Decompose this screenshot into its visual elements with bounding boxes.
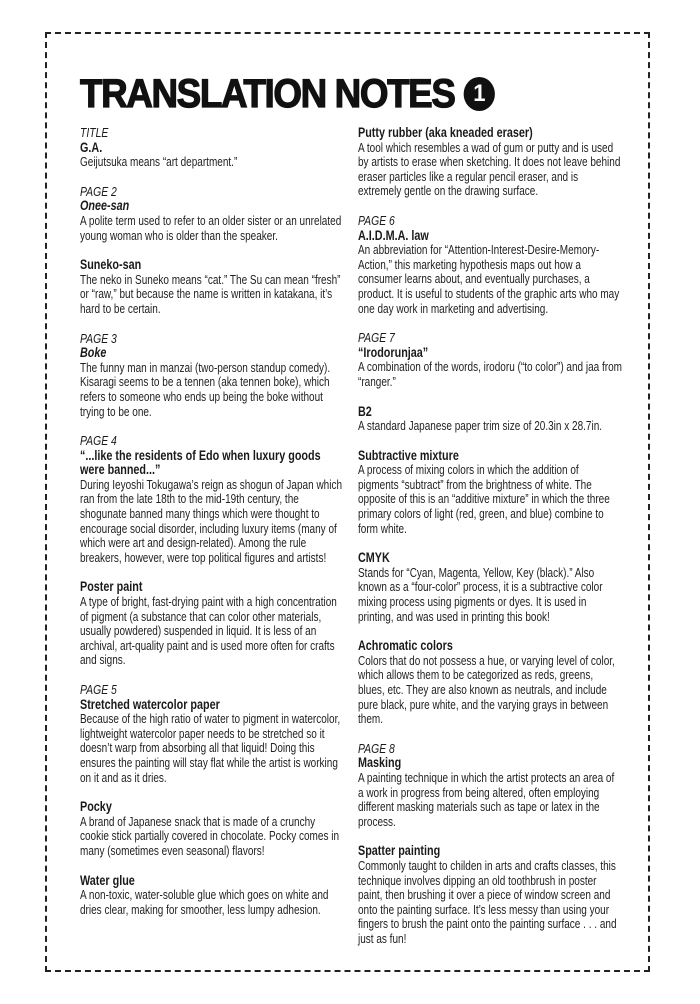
- note-term: Pocky: [80, 799, 112, 815]
- note-entry: [80, 434, 344, 565]
- note-term: Masking: [358, 755, 402, 771]
- note-body: A type of bright, fast-drying paint with a high concentration of pigment (a substance that can color other materials, usually powdered) suspended in liquid. It is less of an archival, art-quality paint and is used more often for crafts and signs.: [80, 595, 337, 668]
- note-body: A standard Japanese paper trim size of 20.3in x 28.7in.: [358, 419, 603, 434]
- note-body: Geijutsuka means “art department.”: [80, 155, 238, 170]
- note-body: A painting technique in which the artist protects an area of a work in progress from being altered, often employing different masking materials such as tape or latex in the process.: [358, 770, 615, 829]
- note-term: Suneko-san: [80, 257, 142, 273]
- note-body: Commonly taught to childen in arts and crafts classes, this technique involves dipping an old toothbrush in poster paint, then brushing it over a piece of window screen and onto the painting surface. It’s less messy than using your fingers to brush the paint onto the painting surface . . . and just as fun!: [358, 858, 617, 946]
- note-body: Because of the high ratio of water to pigment in watercolor, lightweight watercolor paper needs to be stretched so it doesn’t warp from absorbing all that liquid! Doing this ensures the painting will stay flat while the artist is working on it and as it dries.: [80, 712, 341, 785]
- note-body: An abbreviation for “Attention-Interest-Desire-Memory-Action,” this marketing hypothesis maps out how a consumer learns about, and eventually purchases, a product. It is useful to students of the graphic arts who may one day work in marketing and advertising.: [358, 243, 620, 316]
- note-entry: [80, 580, 344, 668]
- note-entry: [80, 800, 344, 858]
- note-entry: [80, 126, 344, 170]
- note-entry: [358, 742, 622, 830]
- note-entry: [358, 551, 622, 624]
- note-term: CMYK: [358, 550, 390, 566]
- page-label: PAGE 8: [358, 740, 395, 756]
- note-term: Boke: [80, 345, 107, 361]
- note-body: A process of mixing colors in which the addition of pigments “subtract” from the brightness of white. The opposite of this is an “additive mixture” in which the three primary colors of light (red, green, and blue) combine to form white.: [358, 463, 610, 536]
- note-term: A.I.D.M.A. law: [358, 227, 429, 243]
- page-label: PAGE 2: [80, 183, 117, 199]
- note-term: Poster paint: [80, 579, 143, 595]
- note-term: B2: [358, 403, 372, 419]
- note-entry: [80, 332, 344, 420]
- note-body: A brand of Japanese snack that is made of a crunchy cookie stick partially covered in chocolate. Pocky comes in many (sometimes even seasonal) flavors!: [80, 814, 340, 858]
- page-label: PAGE 4: [80, 433, 117, 449]
- note-term: Onee-san: [80, 198, 130, 214]
- note-term: “...like the residents of Edo when luxury goods were banned...”: [80, 447, 321, 478]
- note-entry: [358, 214, 622, 316]
- page-label: PAGE 6: [358, 212, 395, 228]
- note-entry: [358, 639, 622, 727]
- note-body: The neko in Suneko means “cat.” The Su can mean “fresh” or “raw,” but because the name is written in katakana, it’s hard to be certain.: [80, 272, 341, 316]
- note-body: A tool which resembles a wad of gum or putty and is used by artists to erase when sketching. It does not leave behind eraser particles like a regular pencil eraser, and is extremely gentle on the drawing surface.: [358, 140, 621, 199]
- right-column: [358, 126, 622, 962]
- note-entry: [80, 258, 344, 316]
- note-entry: [358, 126, 622, 199]
- note-body: The funny man in manzai (two-person standup comedy). Kisaragi seems to be a tennen (aka tennen boke), which refers to someone who ends up being the boke without trying to be one.: [80, 360, 331, 419]
- note-term: Stretched watercolor paper: [80, 696, 220, 712]
- note-entry: [358, 844, 622, 946]
- page-label: PAGE 3: [80, 330, 117, 346]
- note-body: A non-toxic, water-soluble glue which goes on white and dries clear, making for smoother, less lumpy adhesion.: [80, 888, 329, 917]
- note-body: A combination of the words, irodoru (“to color”) and jaa from “ranger.”: [358, 360, 623, 389]
- note-term: Achromatic colors: [358, 638, 453, 654]
- note-term: Water glue: [80, 872, 135, 888]
- page-title: [80, 72, 495, 116]
- note-term: Spatter painting: [358, 843, 441, 859]
- page-label: PAGE 5: [80, 682, 117, 697]
- note-term: “Irodorunjaa”: [358, 344, 429, 360]
- note-entry: [358, 449, 622, 537]
- note-entry: [358, 331, 622, 389]
- note-entry: [80, 185, 344, 243]
- title-text: TRANSLATION NOTES: [80, 72, 455, 116]
- note-term: Subtractive mixture: [358, 447, 459, 463]
- page-label: TITLE: [80, 125, 109, 140]
- note-term: Putty rubber (aka kneaded eraser): [358, 125, 533, 140]
- note-body: Colors that do not possess a hue, or varying level of color, which allows them to be categorized as reds, greens, blues, etc. They are also known as neutrals, and include pure black, pure white, and the varying grays in between them.: [358, 653, 615, 727]
- left-column: [80, 126, 344, 932]
- note-entry: [358, 405, 622, 434]
- note-term: G.A.: [80, 139, 103, 155]
- note-body: During Ieyoshi Tokugawa’s reign as shogun of Japan which ran from the late 18th to the mid-19th century, the shogunate banned many things which were thought to encourage social disorder, including luxury items (many of which were art and design-related). Among the rule breakers, however, were top political figures and artists!: [80, 477, 343, 565]
- page-label: PAGE 7: [358, 330, 395, 346]
- note-entry: [80, 683, 344, 785]
- note-body: A polite term used to refer to an older sister or an unrelated young woman who is older than the speaker.: [80, 213, 342, 243]
- title-number-badge: 1: [464, 77, 495, 111]
- note-entry: [80, 874, 344, 918]
- note-body: Stands for “Cyan, Magenta, Yellow, Key (black).” Also known as a “four-color” process, it is a subtractive color mixing process using pigments or dyes. It is used in printing, and was used in printing this book!: [358, 565, 603, 624]
